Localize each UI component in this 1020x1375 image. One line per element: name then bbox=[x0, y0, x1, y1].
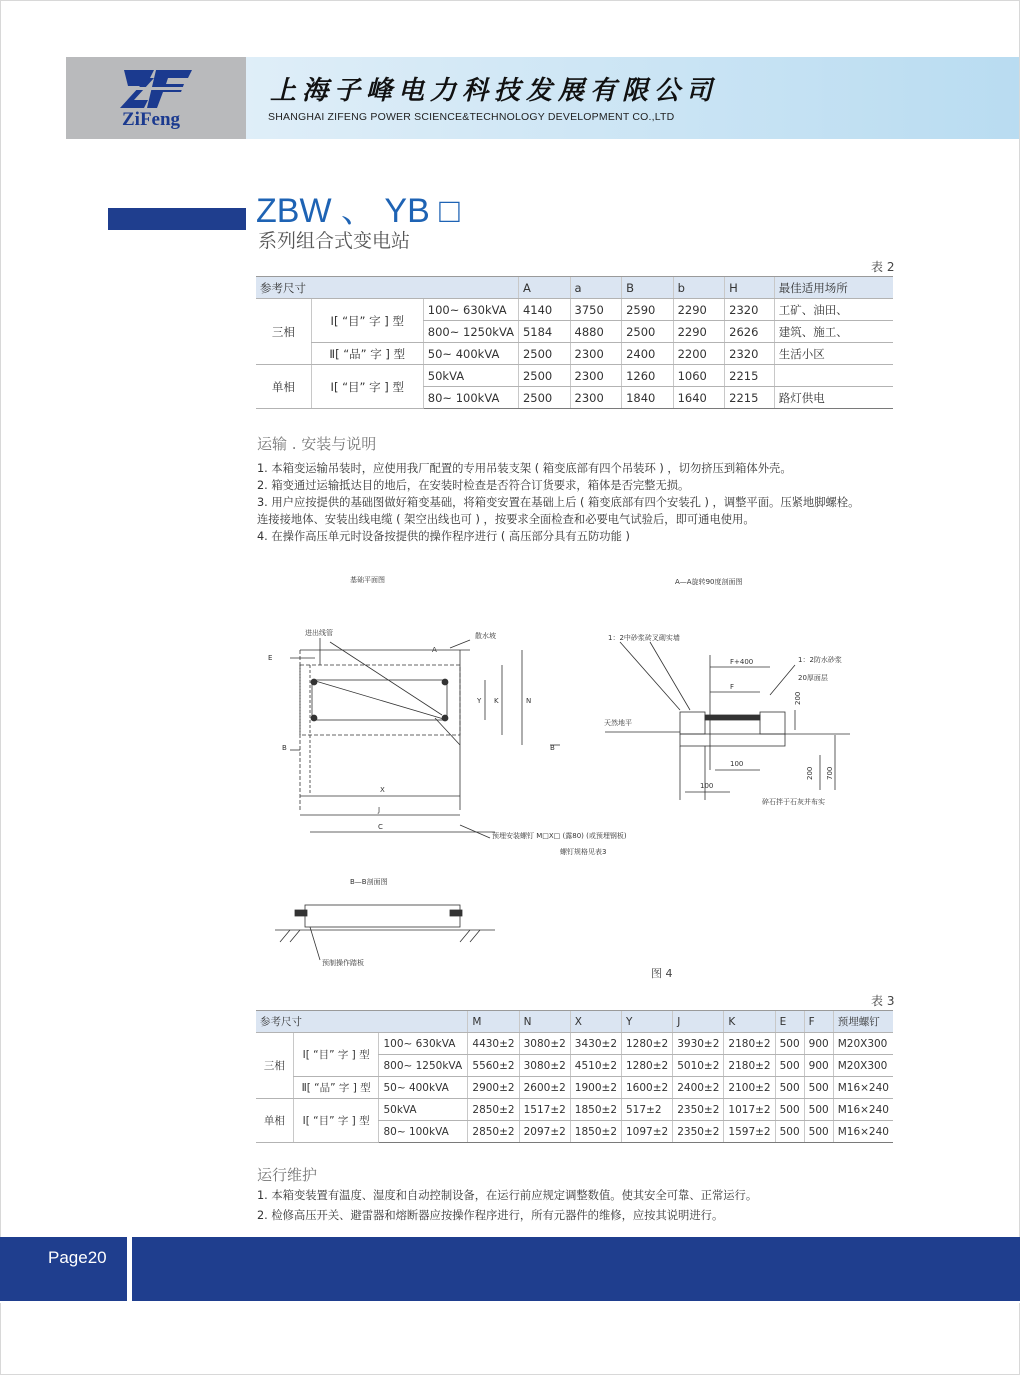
value-cell: 500 bbox=[775, 1077, 804, 1099]
dim-f: F bbox=[730, 683, 735, 691]
value-cell: 1260 bbox=[622, 365, 674, 387]
type-cell: Ⅰ[ “目” 字 ] 型 bbox=[293, 1099, 379, 1143]
foundation-drawing bbox=[260, 570, 900, 980]
table3-header-cell: N bbox=[519, 1011, 570, 1033]
value-cell: 2500 bbox=[518, 365, 570, 387]
maintenance-line: 1. 本箱变装置有温度、湿度和自动控制设备，在运行前应规定调整数值。使其安全可靠、正常运行。 bbox=[257, 1189, 758, 1202]
table3-header-cell: K bbox=[724, 1011, 775, 1033]
table3-header-cell: F bbox=[804, 1011, 833, 1033]
table3-header-cell: X bbox=[570, 1011, 621, 1033]
place-cell: 生活小区 bbox=[774, 343, 893, 365]
capacity-cell: 800~ 1250kVA bbox=[423, 321, 518, 343]
value-cell: 2350±2 bbox=[673, 1099, 724, 1121]
value-cell: 2900±2 bbox=[468, 1077, 519, 1099]
table2-caption: 表 2 bbox=[871, 260, 895, 274]
value-cell: 500 bbox=[775, 1033, 804, 1055]
bolt-cell: M16×240 bbox=[833, 1099, 893, 1121]
capacity-cell: 50kVA bbox=[423, 365, 518, 387]
letter-b-right: B bbox=[550, 744, 555, 752]
table2-header-cell: 最佳适用场所 bbox=[774, 277, 893, 299]
type-cell: Ⅱ[ “品” 字 ] 型 bbox=[293, 1077, 379, 1099]
value-cell: 2215 bbox=[725, 365, 775, 387]
letter-c: C bbox=[378, 823, 383, 831]
value-cell: 2320 bbox=[725, 343, 775, 365]
value-cell: 2097±2 bbox=[519, 1121, 570, 1143]
label-gravel: 碎石拌于石灰并布实 bbox=[762, 798, 825, 806]
place-cell: 建筑、施工、 bbox=[774, 321, 893, 343]
value-cell: 1060 bbox=[673, 365, 725, 387]
value-cell: 2215 bbox=[725, 387, 775, 409]
dim-200-mid: 200 bbox=[806, 766, 814, 780]
table2-header-cell: A bbox=[518, 277, 570, 299]
dim-100-left: 100 bbox=[700, 782, 714, 790]
plan-title: 基础平面图 bbox=[350, 576, 385, 584]
value-cell: 1850±2 bbox=[570, 1121, 621, 1143]
value-cell: 1840 bbox=[622, 387, 674, 409]
value-cell: 2290 bbox=[673, 321, 725, 343]
maintenance-line: 2. 检修高压开关、避雷器和熔断器应按操作程序进行，所有元器件的维修，应按其说明进行。 bbox=[257, 1209, 724, 1222]
value-cell: 500 bbox=[775, 1055, 804, 1077]
product-title: ZBW 、 YB □ bbox=[256, 192, 460, 230]
value-cell: 1850±2 bbox=[570, 1099, 621, 1121]
dim-f400: F+400 bbox=[730, 658, 754, 666]
value-cell: 1097±2 bbox=[622, 1121, 673, 1143]
value-cell: 4510±2 bbox=[570, 1055, 621, 1077]
type-cell: Ⅰ[ “目” 字 ] 型 bbox=[311, 365, 423, 409]
table3-header-row bbox=[256, 1011, 893, 1033]
table3 bbox=[256, 1010, 893, 1143]
letter-j: J bbox=[378, 806, 381, 814]
capacity-cell: 50~ 400kVA bbox=[379, 1077, 468, 1099]
value-cell: 2400±2 bbox=[673, 1077, 724, 1099]
table-row bbox=[256, 1033, 893, 1055]
label-drain: 散水坡 bbox=[475, 632, 496, 640]
table2 bbox=[256, 276, 893, 409]
value-cell: 500 bbox=[775, 1121, 804, 1143]
value-cell: 3080±2 bbox=[519, 1033, 570, 1055]
value-cell: 2300 bbox=[570, 343, 622, 365]
value-cell: 1640 bbox=[673, 387, 725, 409]
value-cell: 2100±2 bbox=[724, 1077, 775, 1099]
capacity-cell: 80~ 100kVA bbox=[379, 1121, 468, 1143]
value-cell: 4140 bbox=[518, 299, 570, 321]
value-cell: 3750 bbox=[570, 299, 622, 321]
bolt-cell: M16×240 bbox=[833, 1077, 893, 1099]
place-cell: 路灯供电 bbox=[774, 387, 893, 409]
figure-caption: 图 4 bbox=[651, 967, 673, 980]
value-cell: 4880 bbox=[570, 321, 622, 343]
page-number: Page20 bbox=[48, 1248, 107, 1267]
table3-header-cell: J bbox=[673, 1011, 724, 1033]
value-cell: 900 bbox=[804, 1033, 833, 1055]
value-cell: 1900±2 bbox=[570, 1077, 621, 1099]
value-cell: 517±2 bbox=[622, 1099, 673, 1121]
value-cell: 2850±2 bbox=[468, 1099, 519, 1121]
table2-header-cell: b bbox=[673, 277, 725, 299]
label-inlet: 进出线管 bbox=[305, 629, 333, 637]
table-row bbox=[256, 1099, 893, 1121]
phase-cell: 三相 bbox=[256, 1033, 293, 1099]
table-row bbox=[256, 299, 893, 321]
value-cell: 5184 bbox=[518, 321, 570, 343]
install-line: 2. 箱变通过运输抵达目的地后，在安装时检查是否符合订货要求，箱体是否完整无损。 bbox=[257, 479, 690, 492]
letter-a-top: A bbox=[432, 646, 437, 654]
value-cell: 2180±2 bbox=[724, 1033, 775, 1055]
value-cell: 3080±2 bbox=[519, 1055, 570, 1077]
value-cell: 2200 bbox=[673, 343, 725, 365]
capacity-cell: 80~ 100kVA bbox=[423, 387, 518, 409]
phase-cell: 单相 bbox=[256, 1099, 293, 1143]
value-cell: 2850±2 bbox=[468, 1121, 519, 1143]
letter-n: N bbox=[526, 697, 532, 705]
table2-header-cell: B bbox=[622, 277, 674, 299]
company-name-cn: 上海子峰电力科技发展有限公司 bbox=[270, 76, 719, 106]
value-cell: 2600±2 bbox=[519, 1077, 570, 1099]
value-cell: 900 bbox=[804, 1055, 833, 1077]
value-cell: 1517±2 bbox=[519, 1099, 570, 1121]
table2-header-cell: 参考尺寸 bbox=[256, 277, 518, 299]
phase-cell: 三相 bbox=[256, 299, 311, 365]
label-layer: 20厚面层 bbox=[798, 674, 828, 682]
value-cell: 2290 bbox=[673, 299, 725, 321]
label-mortar1: 1：2中砂浆砖叉砌实墙 bbox=[608, 634, 680, 642]
value-cell: 2500 bbox=[518, 387, 570, 409]
label-bolt-spec: 螺钉规格见表3 bbox=[560, 848, 607, 856]
capacity-cell: 100~ 630kVA bbox=[423, 299, 518, 321]
value-cell: 500 bbox=[804, 1099, 833, 1121]
type-cell: Ⅰ[ “目” 字 ] 型 bbox=[311, 299, 423, 343]
value-cell: 5010±2 bbox=[673, 1055, 724, 1077]
value-cell: 3430±2 bbox=[570, 1033, 621, 1055]
logo-text: ZiFeng bbox=[122, 109, 181, 130]
capacity-cell: 50kVA bbox=[379, 1099, 468, 1121]
product-subtitle: 系列组合式变电站 bbox=[258, 230, 411, 252]
value-cell: 3930±2 bbox=[673, 1033, 724, 1055]
capacity-cell: 100~ 630kVA bbox=[379, 1033, 468, 1055]
table3-header-cell: 预埋螺钉 bbox=[833, 1011, 893, 1033]
section-heading-maintenance: 运行维护 bbox=[257, 1166, 318, 1184]
label-mortar2: 1：2防水砂浆 bbox=[798, 656, 842, 664]
letter-y: Y bbox=[477, 697, 482, 705]
table2-header-cell: a bbox=[570, 277, 622, 299]
footer-band bbox=[132, 1237, 1020, 1301]
type-cell: Ⅱ[ “品” 字 ] 型 bbox=[311, 343, 423, 365]
bolt-cell: M20X300 bbox=[833, 1033, 893, 1055]
table2-header-row bbox=[256, 277, 893, 299]
install-line: 连接接地体、安装出线电缆 ( 架空出线也可 ) ，按要求全面检查和必要电气试验后，即可通电使用。 bbox=[257, 513, 755, 526]
label-slab: 预制操作踏板 bbox=[322, 959, 364, 967]
letter-x: X bbox=[380, 786, 385, 794]
phase-cell: 单相 bbox=[256, 365, 311, 409]
value-cell: 2180±2 bbox=[724, 1055, 775, 1077]
table3-header-cell: E bbox=[775, 1011, 804, 1033]
install-line: 3. 用户应按提供的基础图做好箱变基础，将箱变安置在基础上后 ( 箱变底部有四个安装孔 ) ，调整平面。压紧地脚螺栓。 bbox=[257, 496, 860, 509]
value-cell: 1017±2 bbox=[724, 1099, 775, 1121]
capacity-cell: 50~ 400kVA bbox=[423, 343, 518, 365]
value-cell: 2500 bbox=[622, 321, 674, 343]
value-cell: 500 bbox=[775, 1099, 804, 1121]
dim-200-top: 200 bbox=[794, 691, 802, 705]
value-cell: 1600±2 bbox=[622, 1077, 673, 1099]
dim-700: 700 bbox=[826, 766, 834, 780]
title-accent-bar bbox=[108, 208, 246, 230]
value-cell: 2400 bbox=[622, 343, 674, 365]
table-row bbox=[256, 365, 893, 387]
company-name-en: SHANGHAI ZIFENG POWER SCIENCE&TECHNOLOGY DEVELOPMENT CO.,LTD bbox=[268, 111, 675, 123]
zf-logo-icon bbox=[120, 68, 192, 108]
value-cell: 2500 bbox=[518, 343, 570, 365]
value-cell: 5560±2 bbox=[468, 1055, 519, 1077]
label-ground: 天然地平 bbox=[604, 719, 632, 727]
table3-caption: 表 3 bbox=[871, 994, 895, 1008]
value-cell: 2320 bbox=[725, 299, 775, 321]
table-row bbox=[256, 1077, 893, 1099]
install-line: 1. 本箱变运输吊装时，应使用我厂配置的专用吊装支架 ( 箱变底部有四个吊装环 ) ，切勿挤压到箱体外壳。 bbox=[257, 462, 792, 475]
value-cell: 4430±2 bbox=[468, 1033, 519, 1055]
place-cell: 工矿、油田、 bbox=[774, 299, 893, 321]
type-cell: Ⅰ[ “目” 字 ] 型 bbox=[293, 1033, 379, 1077]
table3-header-cell: Y bbox=[622, 1011, 673, 1033]
label-bolt: 预埋安装螺钉 M□X□ (露80) (或预埋钢板) bbox=[492, 832, 627, 840]
letter-k: K bbox=[494, 697, 499, 705]
install-line: 4. 在操作高压单元时设备按提供的操作程序进行 ( 高压部分具有五防功能 ) bbox=[257, 530, 630, 543]
footer-page-block bbox=[0, 1237, 127, 1301]
value-cell: 2626 bbox=[725, 321, 775, 343]
table3-header-cell: 参考尺寸 bbox=[256, 1011, 468, 1033]
table3-header-cell: M bbox=[468, 1011, 519, 1033]
value-cell: 500 bbox=[804, 1077, 833, 1099]
bolt-cell: M16×240 bbox=[833, 1121, 893, 1143]
section-bb-title: B—B剖面图 bbox=[350, 878, 388, 886]
value-cell: 1280±2 bbox=[622, 1055, 673, 1077]
dim-100-right: 100 bbox=[730, 760, 744, 768]
section-aa-title: A—A旋转90度剖面图 bbox=[675, 578, 743, 586]
value-cell: 2590 bbox=[622, 299, 674, 321]
table2-header-cell: H bbox=[725, 277, 775, 299]
letter-b-left: B bbox=[282, 744, 287, 752]
bolt-cell: M20X300 bbox=[833, 1055, 893, 1077]
place-cell bbox=[774, 365, 893, 387]
letter-e: E bbox=[268, 654, 273, 662]
section-heading-install: 运输 . 安装与说明 bbox=[257, 435, 377, 453]
value-cell: 2350±2 bbox=[673, 1121, 724, 1143]
value-cell: 2300 bbox=[570, 387, 622, 409]
value-cell: 1280±2 bbox=[622, 1033, 673, 1055]
table-row bbox=[256, 343, 893, 365]
value-cell: 500 bbox=[804, 1121, 833, 1143]
capacity-cell: 800~ 1250kVA bbox=[379, 1055, 468, 1077]
value-cell: 2300 bbox=[570, 365, 622, 387]
value-cell: 1597±2 bbox=[724, 1121, 775, 1143]
